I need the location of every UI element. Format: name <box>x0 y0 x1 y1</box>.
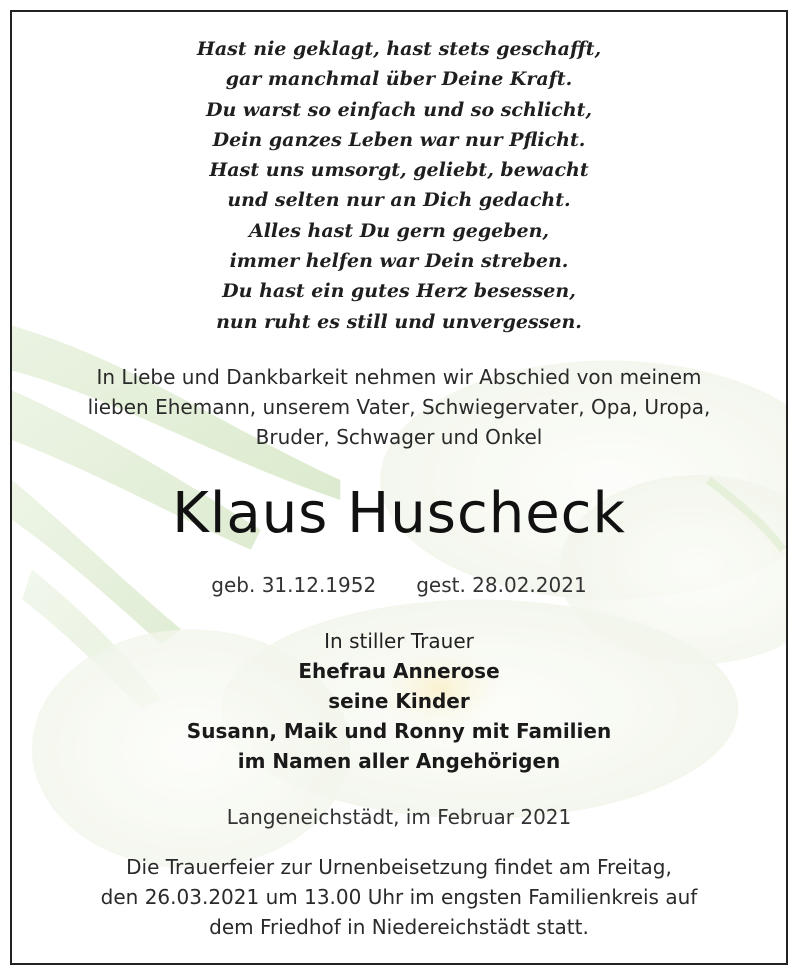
funeral-line: Die Trauerfeier zur Urnenbeisetzung findet am Freitag, <box>126 855 672 879</box>
mourner-line: seine Kinder <box>328 689 470 713</box>
farewell-intro <box>12 362 786 452</box>
poem-line: Dein ganzes Leben war nur Pflicht. <box>212 128 586 151</box>
funeral-line: den 26.03.2021 um 13.00 Uhr im engsten Familienkreis auf <box>100 885 698 909</box>
mourner-line: im Namen aller Angehörigen <box>237 749 561 773</box>
birth-date: geb. 31.12.1952 <box>211 573 377 597</box>
intro-line: Bruder, Schwager und Onkel <box>255 425 543 449</box>
mourner-line: Susann, Maik und Ronny mit Familien <box>186 719 612 743</box>
deceased-name: Klaus Huscheck <box>172 481 626 546</box>
poem-line: nun ruht es still und unvergessen. <box>216 310 582 333</box>
death-date: gest. 28.02.2021 <box>416 573 587 597</box>
life-dates <box>12 570 786 600</box>
poem-line: und selten nur an Dich gedacht. <box>227 189 571 212</box>
poem-line: Hast uns umsorgt, geliebt, bewacht <box>209 159 589 182</box>
mourning-label: In stiller Trauer <box>324 629 474 653</box>
poem-line: Du warst so einfach und so schlicht, <box>205 98 593 121</box>
poem-line: Alles hast Du gern gegeben, <box>248 219 550 242</box>
poem-line: Hast nie geklagt, hast stets geschafft, <box>196 38 602 60</box>
obituary-content <box>12 12 786 963</box>
mourner-line: Ehefrau Annerose <box>298 659 500 683</box>
poem-line: immer helfen war Dein streben. <box>229 250 569 273</box>
intro-line: In Liebe und Dankbarkeit nehmen wir Abschied von meinem <box>96 365 702 389</box>
funeral-line: dem Friedhof in Niedereichstädt statt. <box>209 915 589 939</box>
intro-line: lieben Ehemann, unserem Vater, Schwiegervater, Opa, Uropa, <box>87 395 711 419</box>
poem <box>12 34 786 337</box>
funeral-notice <box>12 852 786 942</box>
mourners-block <box>12 626 786 776</box>
poem-line: Du hast ein gutes Herz besessen, <box>222 280 576 303</box>
poem-line: gar manchmal über Deine Kraft. <box>225 68 573 91</box>
place-and-date: Langeneichstädt, im Februar 2021 <box>226 805 572 829</box>
obituary-card <box>10 10 788 965</box>
